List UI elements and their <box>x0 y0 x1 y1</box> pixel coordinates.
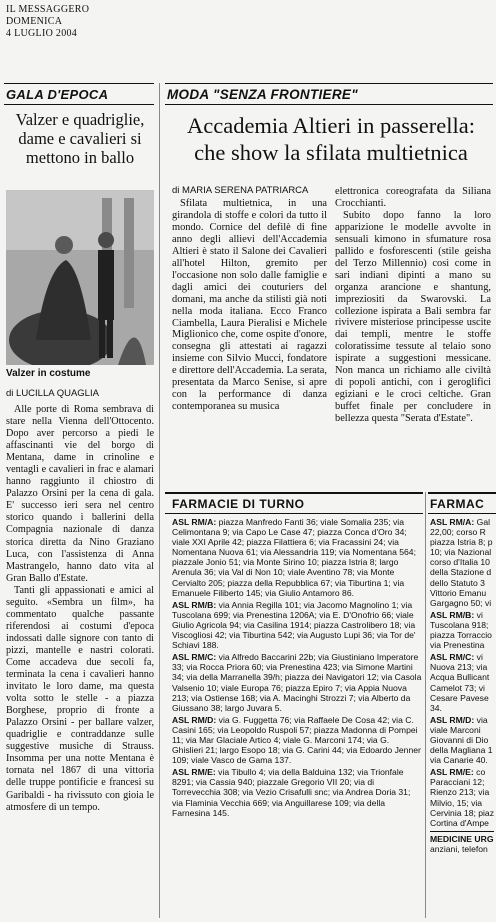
pharmacy-list <box>172 517 422 820</box>
left-paragraph-2: Tanti gli appassionati e amici al seguito. «Sembra un film», ha commentato qualche passante riferendosi ai costumi d'epoca indossati dalle signore con tanto di pizzi, mantelle e nastri colorati. Come accadeva due secoli fa, terminata la cena i cavalieri hanno invitato le loro dame, ma questa volta sotto le stelle - a piazza Borghese, proprio di fronte a Palazzo Orsini - per ballare valzer, quadriglie e contraddanze sulle suggestive musiche di Strauss. Insomma per una notte Mentana è tornata nel 1867 di una vittoria delle truppe pontificie e francesi su Garibaldi - ha rivissuto con gioia le atmosfere di un tempo. <box>6 584 154 813</box>
left-byline: di LUCILLA QUAGLIA <box>6 388 99 399</box>
main-col-2-p1: elettronica coreografata da Siliana Crocchianti. <box>335 186 491 209</box>
main-kicker-rule <box>165 104 493 105</box>
pharmacy-list-2 <box>430 517 494 854</box>
urgent-medicine-text: anziani, telefon <box>430 843 488 854</box>
pharmacy-entry: ASL RM/D: via G. Fuggetta 76; via Raffaele De Cosa 42; via C. Casini 165; via Leopoldo Ruspoli 57; piazza Madonna di Pompei 11; via Mar Glaciale Artico 4; viale G. Marconi 174; via G. Ghislieri 21; largo Esopo 18; via G. Carini 44; via Edoardo Jenner 109; viale Vasco de Gama 137. <box>172 714 421 766</box>
left-paragraph-1: Alle porte di Roma sembrava di stare nella Vienna dell'Ottocento. Dopo aver percorso a piedi le affascinanti vie del borgo di Mentana, dame in crinoline e ventagli e cavalieri in frac e alamari hanno raggiunto il chiostro di Palazzo Orsini per la cena di gala. E' successo ieri sera nel centro storico quando i ballerini della Compagnia nazionale di danza storica diretta da Nino Graziano Luca, con l'assistenza di Anna Mastrangelo, hanno dato vita al Gran Ballo d'Estate. <box>6 404 154 584</box>
urgent-medicine-heading: MEDICINE URG <box>430 833 494 844</box>
pharmacy-divider <box>425 492 426 918</box>
pharmacy2-title-rule <box>428 513 496 514</box>
main-headline-line-2: che show la sfilata multietnica <box>194 140 468 165</box>
left-body <box>6 404 154 814</box>
main-byline: di MARIA SERENA PATRIARCA <box>172 185 309 196</box>
pharmacy-entry-2: ASL RM/A: Gal 22,00; corso R piazza Istria 8; p 10; via Nazional corso d'Italia 10 della Stazione d dello Statuto 3 Vittorio Emanu Gargagno 50; vi <box>430 517 493 608</box>
pharmacy2-footer-rule <box>430 831 494 832</box>
pharmacy-entry-2: ASL RM/C: vi Nuova 213; via Acqua Bullicant Camelot 73; vi Cesare Pavese 34. <box>430 652 490 713</box>
pharmacy-entry-2: ASL RM/B: vi Tuscolana 918; piazza Torraccio via Prenestina <box>430 609 492 651</box>
photo-caption: Valzer in costume <box>6 368 91 379</box>
pharmacy-entry: ASL RM/A: piazza Manfredo Fanti 36; viale Somalia 235; via Celimontana 9; via Capo Le Case 47; piazza Conca d'Oro 34; viale XXI Aprile 42; piazza Filattiera 6; via Fracassini 24; via Nomentana Nuova 61; via Alessandria 119; via Nomentana 564; piazzale Jonio 51; via Monte Sirino 10; piazza Istria 8; largo Arenula 36; via Val di Non 10; viale Aventino 78; via Monte Cervialto 205; piazza della Repubblica 67; via Tiburtina 1; via Emanuele Filiberto 145; via Giulio Antamoro 86. <box>172 517 416 598</box>
pharmacy2-top-rule <box>428 492 496 494</box>
main-col-1-text: Sfilata multietnica, in una girandola di stoffe e colori da tutto il mondo. Cornice del defilè di fine anno degli allievi dell'Accademia Altieri è stato il Salone dei Cavalieri all'hotel Hilton, gremito per l'occasione non solo dalle famiglie e dagli amici dei couturiers del domani, ma anche da stilisti già noti nella moda italiana. Ecco Franco Ciambella, Laura Pieralisi e Michele Miglionico che, come ospite d'onore, consegna gli attestati ai ragazzi insieme con Silvio Mucci, fondatore e direttore dell'Accademia. La serata, presentata da Marco Senise, si apre con la performance di danza contemporanea su musica <box>172 198 327 413</box>
pharmacy-entry: ASL RM/C: via Alfredo Baccarini 22b; via Giustiniano Imperatore 33; via Rocca Priora 60; via Prenestina 423; via Simone Martini 34; via della Marranella 39/h; piazza dei Navigatori 12; via Casola Valsenio 10; viale Europa 76; piazza Epiro 7; via Appia Nuova 213; via Ostiense 168; via A. Macinghi Strozzi 7; via Alberto da Giussano 38; largo Juvara 5. <box>172 652 422 713</box>
pharmacy-top-rule <box>165 492 423 494</box>
pharmacy-entry-2: ASL RM/D: via viale Marconi Giovanni di Dio della Magliana 1 via Canarie 40. <box>430 714 493 766</box>
paper-name: IL MESSAGGERO <box>6 4 90 15</box>
dancers-illustration <box>6 190 154 365</box>
main-col-2-p2: Subito dopo fanno la loro apparizione le modelle avvolte in sensuali kimono in sfumature rosa pallido e fosforescenti (stile geisha del Terzo Millennio) così come in sari indiani dipinti a mano su organza arancione e shantung, impreziositi da Swarovski. La collezione ispirata a Bali sembra far rivivere misteriose principesse uscite dai templi, mentre le stoffe coloratissime tessute al telaio sono ispirate a suggestioni messicane. Non manca un richiamo alle civiltà di popoli antichi, con i geroglifici egiziani e le croci celtiche. Gran buffet finale per concludere in bellezza questa "Serata d'Estate". <box>335 209 491 425</box>
right-top-rule <box>165 83 493 84</box>
ball-photo <box>6 190 154 365</box>
pharmacy-entry-2: ASL RM/E: co Paracciani 12; Rienzo 213; via Milvio, 15; via Cervinia 18; piaz Cortina d'Ampe <box>430 767 494 828</box>
main-headline <box>166 112 496 166</box>
column-divider <box>159 83 160 918</box>
left-top-rule <box>4 83 154 84</box>
pharmacy-title: FARMACIE DI TURNO <box>172 497 305 511</box>
pharmacy-title-rule <box>165 513 423 514</box>
pharmacy-entry: ASL RM/B: via Annia Regilla 101; via Jacomo Magnolino 1; via Tuscolana 699; via Prenestina 1206A; via E. D'Onofrio 66; viale Giulio Agricola 94; via Casilina 1914; piazza Castrolibero 18; via Viscogliosi 42; via Tiburtina 542; via Augusto Lupi 36; via Tor de' Schiavi 188. <box>172 599 416 651</box>
main-headline-line-1: Accademia Altieri in passerella: <box>186 113 475 138</box>
left-kicker: GALA D'EPOCA <box>6 87 109 102</box>
pharmacy-entry: ASL RM/E: via Tibullo 4; via della Balduina 132; via Trionfale 8291; via Cassia 940; piazzale Gregorio VII 20; via di Torrevecchia 308; via Vezio Crisafulli snc; via Andrea Doria 31; via Flaminia Vecchia 669; via Anguillarese 109; via della Farnesina 145. <box>172 767 411 818</box>
main-kicker: MODA "SENZA FRONTIERE" <box>167 87 358 102</box>
left-kicker-rule <box>4 104 154 105</box>
issue-date: 4 LUGLIO 2004 <box>6 28 78 39</box>
pharmacy-title-2: FARMAC <box>430 497 485 511</box>
day-name: DOMENICA <box>6 16 63 27</box>
main-col-1 <box>172 198 327 413</box>
main-col-2 <box>335 186 491 425</box>
masthead <box>6 4 89 40</box>
left-headline: Valzer e quadriglie, dame e cavalieri si mettono in ballo <box>15 110 145 167</box>
